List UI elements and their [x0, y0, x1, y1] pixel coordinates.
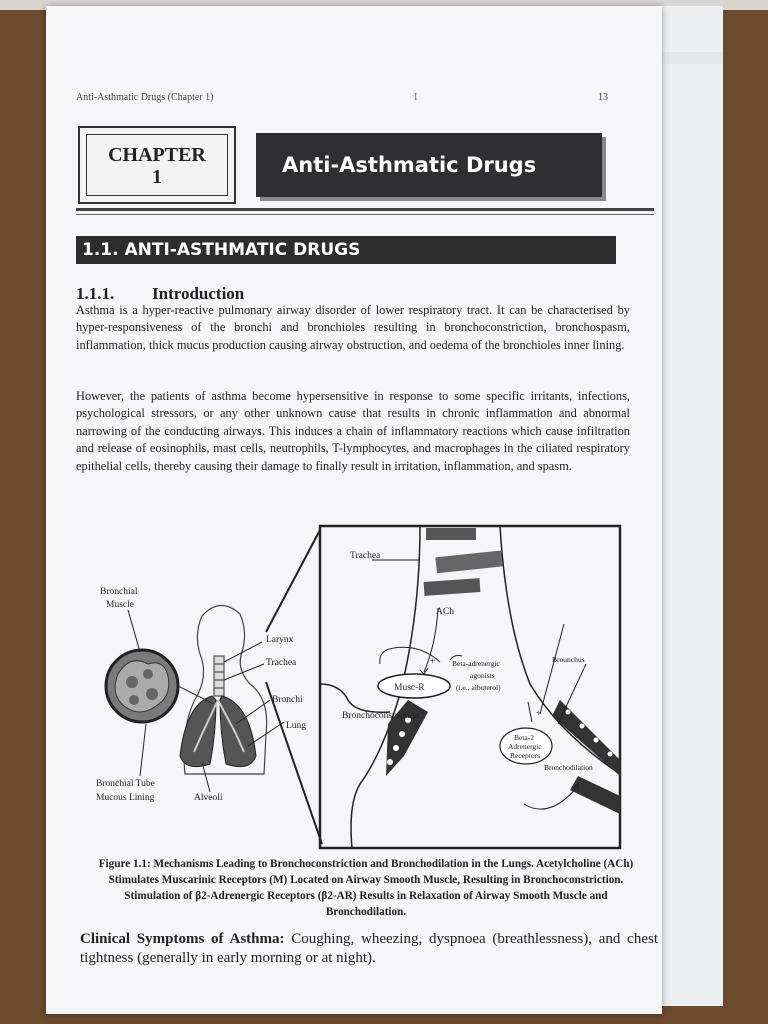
page-number: 13: [598, 92, 608, 103]
trachea-shape: [214, 656, 224, 696]
chapter-title-bar: [256, 133, 602, 197]
label-bronchoconstriction: Bronchoconstriction: [342, 711, 420, 721]
paragraph-intro: Asthma is a hyper-reactive pulmonary airway disorder of lower respiratory tract. It can be characterised by hyper-responsiveness of the bronchi and bronchioles resulting in bronchoconstriction, bronchospasm, inflammation, thick mucus production causing airway obstruction, and oedema of the bronchioles inner lining.: [76, 303, 630, 352]
label-plus-1: +: [430, 657, 436, 667]
chapter-number: 1: [152, 166, 162, 188]
paragraph-however: However, the patients of asthma become hypersensitive in response to some specific irritants, infections, psychological stressors, or any other unknown cause that results in chronic inflammation and abnormal narrowing of the conducting airways. This induces a chain of inflammatory reactions which cause infiltration and release of eosinophils, mast cells, neutrophils, T-lymphocytes, and macrophages in the ciliated respiratory epithelial cells, thereby causing their damage to finally result in irritation, inflammation, and spasm.: [76, 389, 630, 473]
right-lung: [220, 696, 256, 767]
running-header-title: Anti-Asthmatic Drugs (Chapter 1): [76, 92, 214, 103]
label-beta-agonist-1: Beta-adrenergic: [452, 659, 500, 668]
label-beta-agonist-3: (i.e., albuterol): [456, 683, 501, 692]
subsection-number: 1.1.1.: [76, 284, 115, 303]
divider-thin: [76, 214, 654, 215]
label-beta-agonist-2: agonists: [470, 671, 495, 680]
page-mark: I: [414, 92, 418, 103]
label-bronchus: Brounchus: [552, 655, 585, 664]
label-bronchodilation: Bronchodilation: [544, 763, 593, 772]
label-beta2-1: Beta-2: [514, 733, 534, 742]
bronchoconstriction-figure: [90, 524, 630, 854]
label-bronchial: Bronchial: [100, 587, 138, 597]
subsection-heading: [76, 284, 244, 304]
label-trachea-right: Trachea: [350, 551, 381, 561]
label-beta2-2: Adrenergic: [508, 742, 542, 751]
page-underneath-fold: [655, 52, 723, 64]
label-plus-2: +: [536, 709, 542, 719]
label-trachea-left: Trachea: [266, 658, 297, 668]
label-musc-r: Musc-R: [394, 683, 425, 693]
divider-thick: [76, 208, 654, 211]
section-heading: 1.1. ANTI-ASTHMATIC DRUGS: [82, 240, 361, 260]
label-ach: ACh: [436, 607, 454, 617]
section-heading-bar: [76, 236, 616, 264]
clinical-symptoms: [80, 930, 658, 968]
chapter-box: [78, 126, 236, 204]
page-underneath: [655, 6, 723, 1006]
chapter-title: Anti-Asthmatic Drugs: [282, 153, 537, 177]
subsection-title: Introduction: [152, 284, 245, 303]
clinical-heading: Clinical Symptoms of Asthma:: [80, 931, 285, 947]
label-beta2-3: Receptors: [510, 751, 540, 760]
label-larynx: Larynx: [266, 635, 294, 645]
label-mucous-lining: Mucous Lining: [96, 793, 155, 803]
label-muscle: Muscle: [106, 600, 134, 610]
chapter-label: CHAPTER: [108, 144, 206, 166]
clinical-text: Coughing, wheezing, dyspnoea (breathlessness), and chest tightness (generally in early morning or at night).: [80, 931, 658, 966]
figure-caption: Figure 1.1: Mechanisms Leading to Bronchoconstriction and Bronchodilation in the Lungs. Acetylcholine (ACh) Stimulates Muscarinic Receptors (M) Located on Airway Smooth Muscle, Resulting in Bronchoconstriction. Stimulation of β2-Adrenergic Receptors (β2-AR) Results in Relaxation of Airway Smooth Muscle and Bronchodilation.: [98, 858, 634, 918]
label-lung: Lung: [286, 721, 307, 731]
label-bronchial-tube: Bronchial Tube: [96, 779, 155, 789]
left-lung: [180, 696, 216, 767]
muscle-band: [426, 528, 476, 540]
label-bronchi: Bronchi: [272, 695, 303, 705]
label-alveoli: Alveoli: [194, 793, 223, 803]
